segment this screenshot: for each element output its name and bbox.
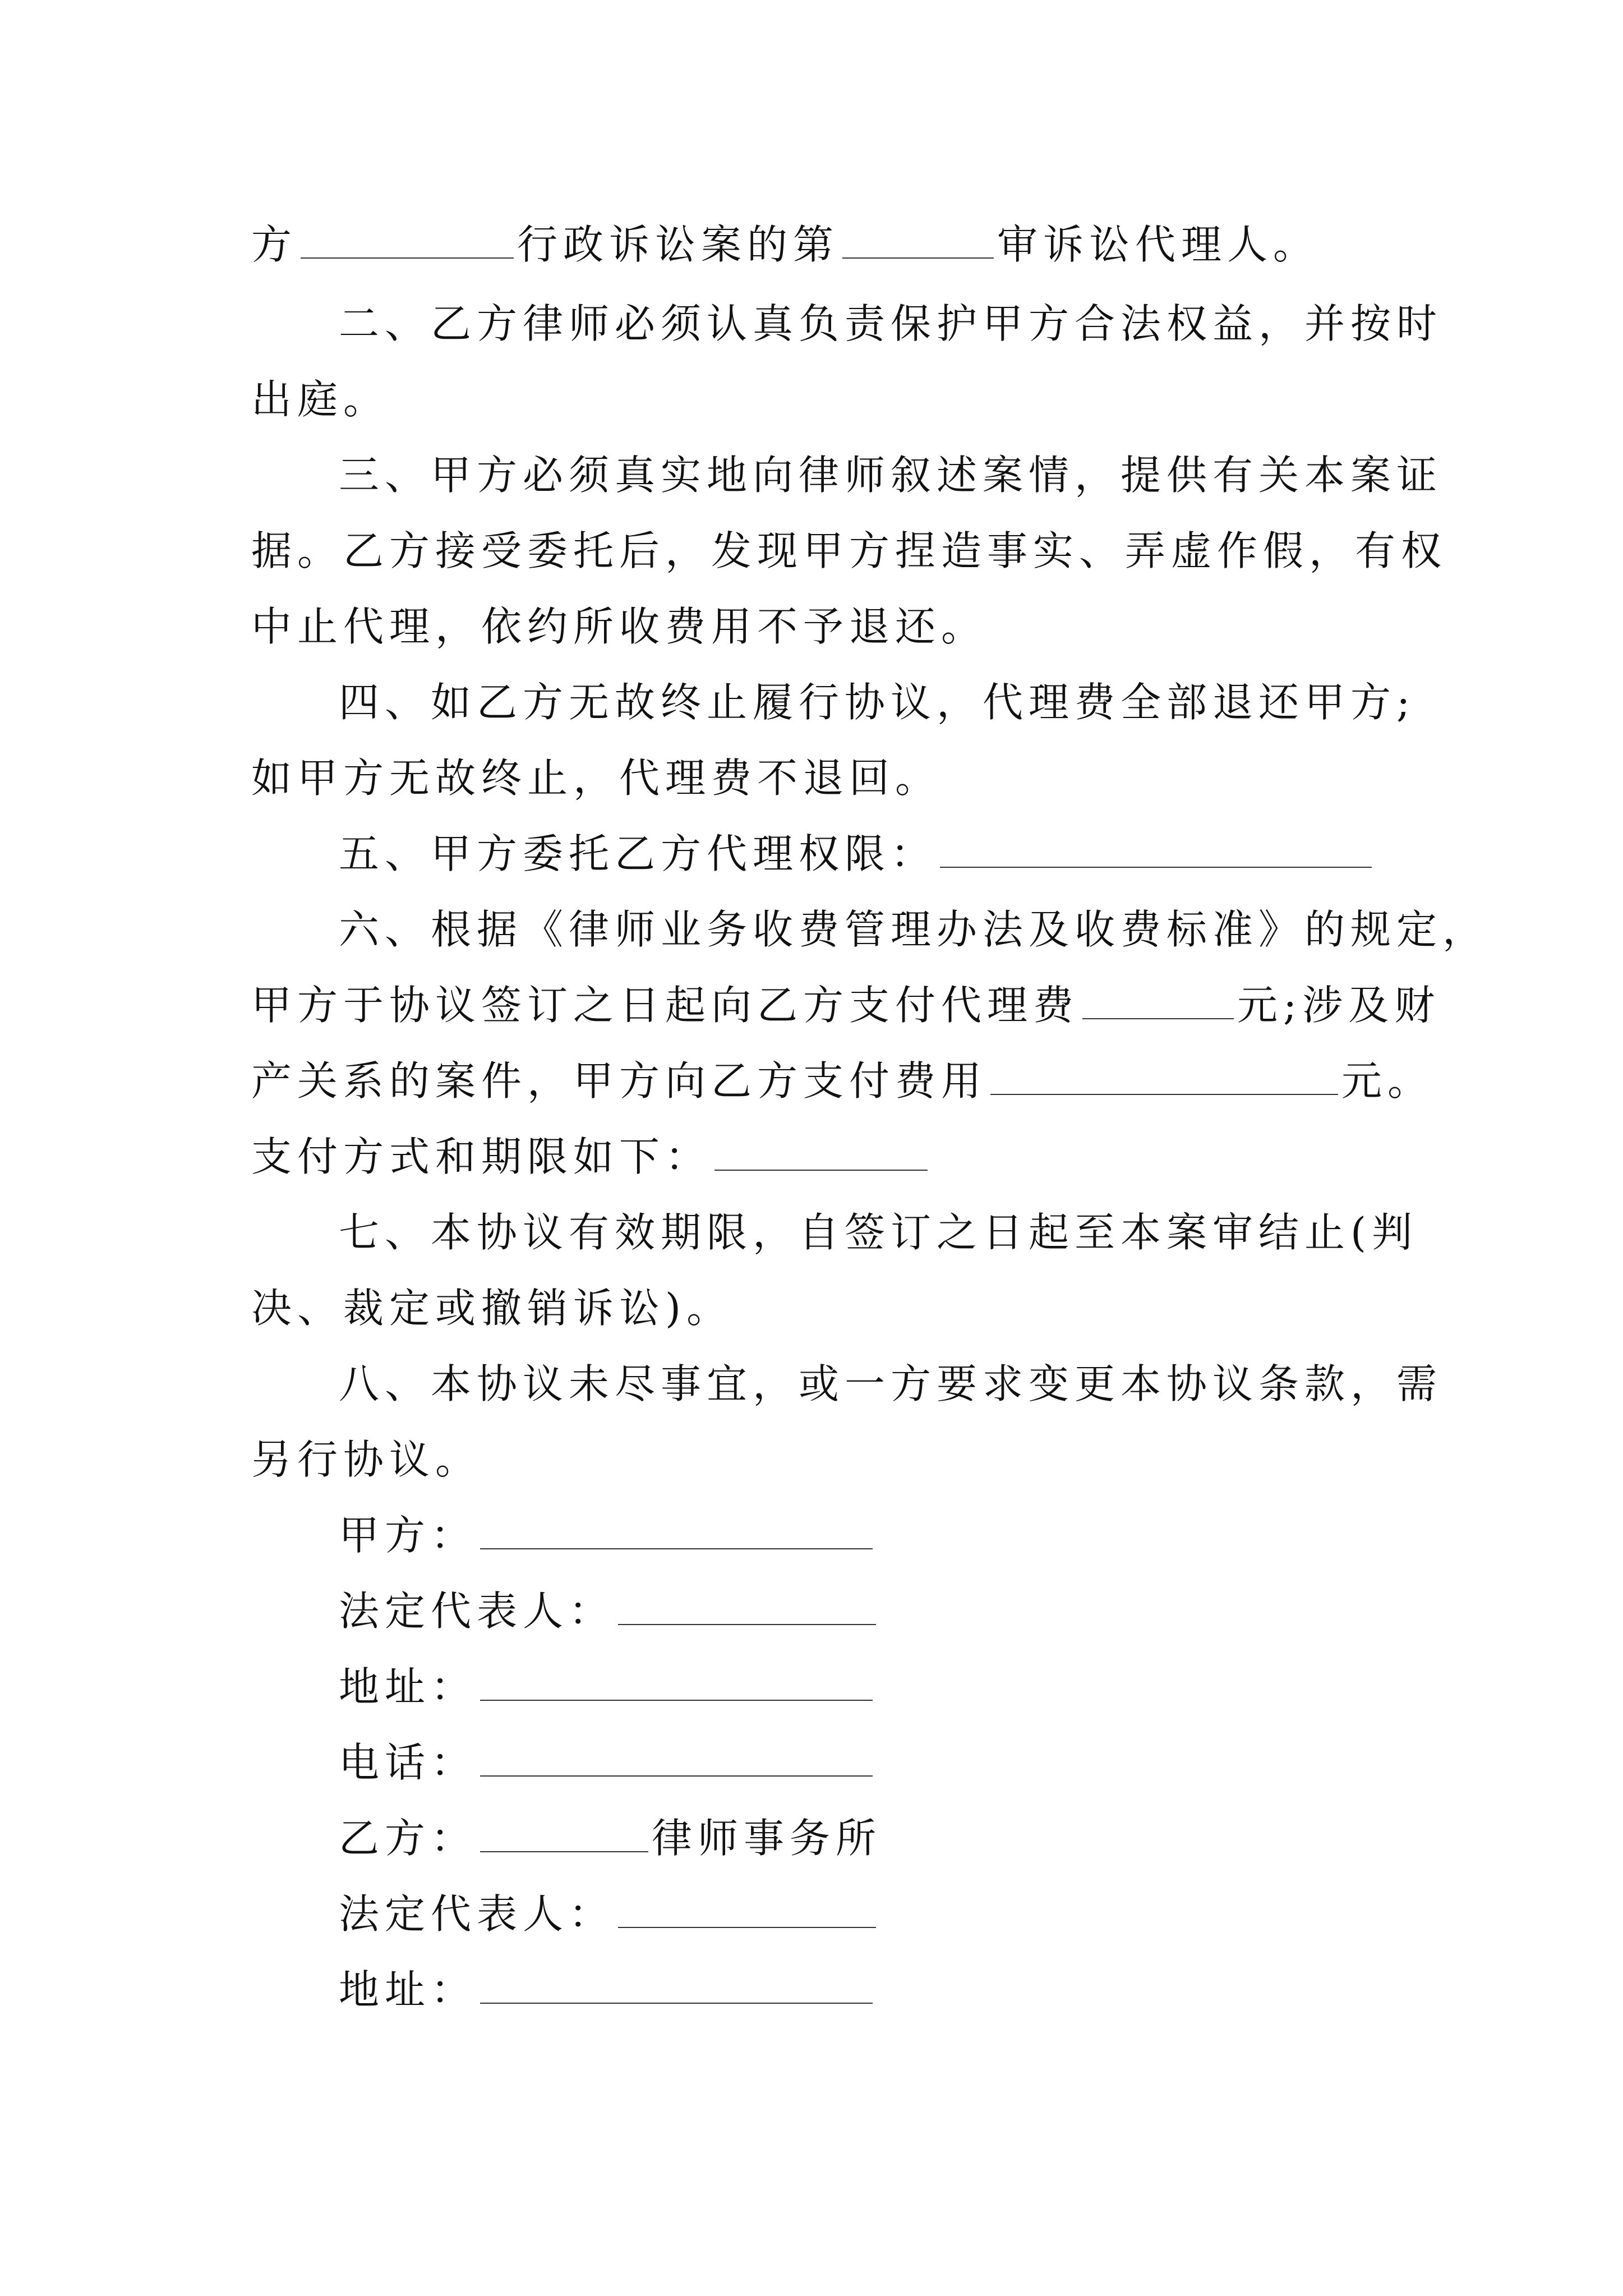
text: 支付方式和期限如下： bbox=[251, 1133, 712, 1180]
clause4-line1: 四、如乙方无故终止履行协议，代理费全部退还甲方; bbox=[339, 679, 1416, 726]
party-b-rep-label: 法定代表人： bbox=[339, 1890, 615, 1938]
clause6-line3 bbox=[251, 1047, 1433, 1115]
text: 元;涉及财 bbox=[1237, 982, 1441, 1029]
party-b-rep-line bbox=[339, 1880, 879, 1948]
text: 产关系的案件，甲方向乙方支付费用 bbox=[251, 1057, 988, 1105]
clause6-line4 bbox=[251, 1123, 931, 1190]
party-a-line bbox=[339, 1502, 876, 1569]
text: 甲方于协议签订之日起向乙方支付代理费 bbox=[251, 982, 1080, 1029]
payment-method-blank bbox=[714, 1135, 928, 1171]
text: 五、甲方委托乙方代理权限： bbox=[339, 830, 937, 877]
clause8-line1: 八、本协议未尽事宜，或一方要求变更本协议条款，需 bbox=[339, 1360, 1443, 1407]
text: 元。 bbox=[1341, 1057, 1434, 1105]
clause4-line2: 如甲方无故终止，代理费不退回。 bbox=[251, 754, 942, 802]
clause7-line2: 决、裁定或撤销诉讼)。 bbox=[251, 1285, 733, 1332]
clause5-line1 bbox=[339, 820, 1375, 887]
clause3-line1: 三、甲方必须真实地向律师叙述案情，提供有关本案证 bbox=[339, 452, 1443, 499]
party-b-line bbox=[339, 1805, 882, 1872]
clause7-line1: 七、本协议有效期限，自签订之日起至本案审结止(判 bbox=[339, 1209, 1418, 1256]
party-b-address-blank bbox=[480, 1968, 873, 2004]
text: 行政诉讼案的第 bbox=[517, 221, 840, 268]
party-b-blank bbox=[480, 1816, 648, 1852]
party-a-phone-blank bbox=[480, 1741, 873, 1777]
party-a-rep-label: 法定代表人： bbox=[339, 1588, 615, 1635]
party-a-address-label: 地址： bbox=[339, 1663, 477, 1710]
party-a-label: 甲方： bbox=[339, 1512, 477, 1559]
clause3-line3: 中止代理，依约所收费用不予退还。 bbox=[251, 603, 988, 650]
party-b-address-line bbox=[339, 1956, 876, 2023]
clause8-line2: 另行协议。 bbox=[251, 1436, 482, 1483]
party-a-rep-blank bbox=[618, 1589, 876, 1625]
party-a-address-blank bbox=[480, 1665, 873, 1701]
party-b-address-label: 地址： bbox=[339, 1966, 477, 2013]
para1-tail-line bbox=[251, 211, 1319, 278]
party-a-phone-line bbox=[339, 1729, 876, 1796]
clause6-line2 bbox=[251, 972, 1440, 1039]
authority-blank bbox=[940, 832, 1372, 868]
party-b-label: 乙方： bbox=[339, 1815, 477, 1862]
party-a-blank bbox=[480, 1513, 873, 1549]
instance-blank bbox=[842, 223, 994, 259]
agency-fee-blank bbox=[1082, 983, 1234, 1019]
party-b-rep-blank bbox=[618, 1892, 876, 1928]
clause6-line1: 六、根据《律师业务收费管理办法及收费标准》的规定， bbox=[339, 906, 1489, 953]
clause3-line2: 据。乙方接受委托后，发现甲方捏造事实、弄虚作假，有权 bbox=[251, 527, 1447, 574]
case-name-blank bbox=[301, 223, 514, 259]
clause2-line1: 二、乙方律师必须认真负责保护甲方合法权益，并按时 bbox=[339, 300, 1443, 347]
party-a-rep-line bbox=[339, 1577, 879, 1645]
party-a-address-line bbox=[339, 1653, 876, 1720]
text: 方 bbox=[251, 221, 298, 268]
property-fee-blank bbox=[990, 1059, 1338, 1095]
clause2-line2: 出庭。 bbox=[251, 376, 390, 423]
text: 审诉讼代理人。 bbox=[997, 221, 1320, 268]
party-a-phone-label: 电话： bbox=[339, 1739, 477, 1786]
party-b-suffix: 律师事务所 bbox=[652, 1815, 882, 1862]
